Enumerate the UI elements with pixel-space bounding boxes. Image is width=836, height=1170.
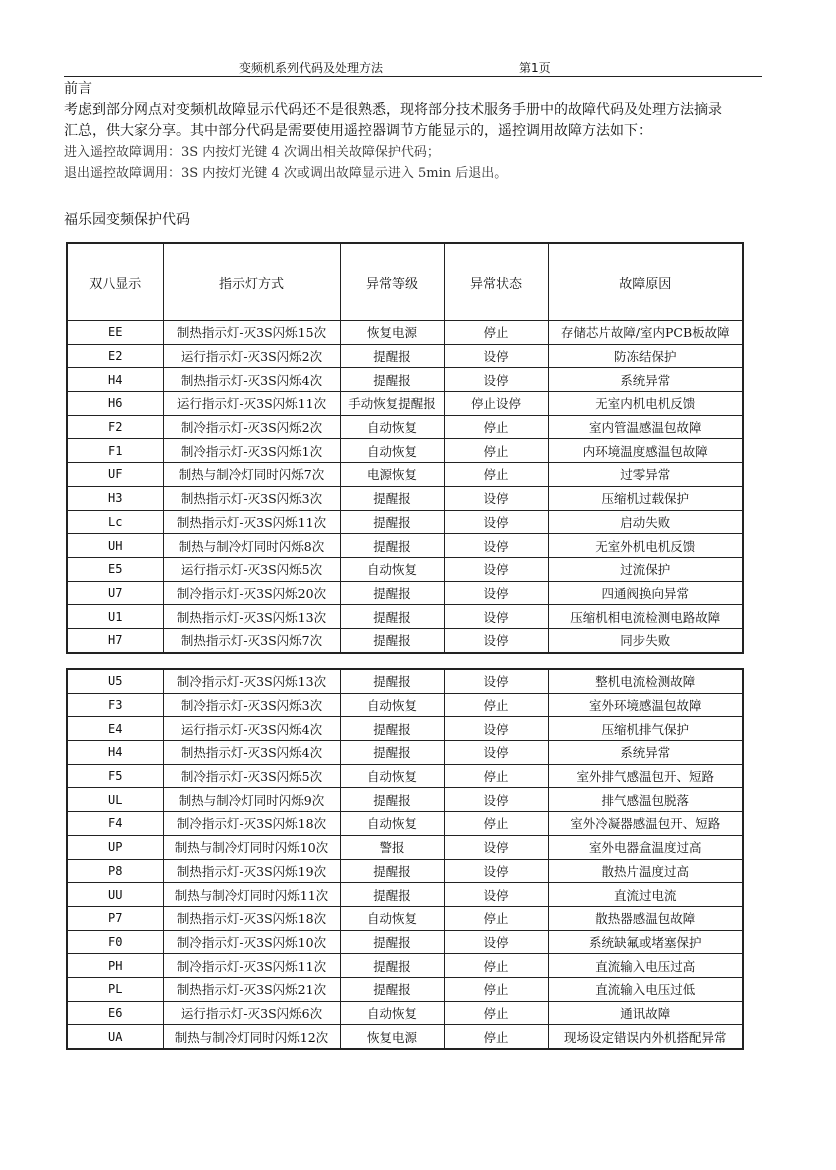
fault-cause-cell: 内环境温度感温包故障 — [548, 439, 743, 463]
fault-cause-cell: 压缩机相电流检测电路故障 — [548, 605, 743, 629]
table-row — [67, 717, 743, 741]
table-row — [67, 628, 743, 652]
fault-cause-cell: 整机电流检测故障 — [548, 669, 743, 693]
severity-cell: 提醒报 — [340, 883, 444, 907]
table-row — [67, 835, 743, 859]
indicator-pattern-cell: 制热指示灯-灭3S闪烁21次 — [163, 977, 340, 1001]
fault-cause-cell: 室外环境感温包故障 — [548, 693, 743, 717]
fault-cause-cell: 直流输入电压过高 — [548, 954, 743, 978]
fault-code-table-1 — [66, 242, 744, 654]
exit-fault-mode-instruction: 退出遥控故障调用：3S 内按灯光键 4 次或调出故障显示进入 5min 后退出。 — [64, 166, 508, 181]
fault-cause-cell: 直流过电流 — [548, 883, 743, 907]
indicator-pattern-cell: 制热指示灯-灭3S闪烁3次 — [163, 486, 340, 510]
indicator-pattern-cell: 制冷指示灯-灭3S闪烁5次 — [163, 764, 340, 788]
fault-cause-cell: 直流输入电压过低 — [548, 977, 743, 1001]
fault-code-cell: UU — [67, 883, 163, 907]
status-cell: 停止 — [444, 439, 548, 463]
severity-cell: 提醒报 — [340, 930, 444, 954]
status-cell: 设停 — [444, 557, 548, 581]
severity-cell: 提醒报 — [340, 628, 444, 652]
status-cell: 设停 — [444, 581, 548, 605]
fault-code-cell: U7 — [67, 581, 163, 605]
fault-code-cell: P8 — [67, 859, 163, 883]
fault-cause-cell: 无室内机电机反馈 — [548, 392, 743, 416]
fault-cause-cell: 系统异常 — [548, 741, 743, 765]
fault-code-cell: H4 — [67, 741, 163, 765]
severity-cell: 恢复电源 — [340, 321, 444, 345]
intro-heading: 前言 — [64, 81, 92, 97]
table-row — [67, 392, 743, 416]
severity-cell: 自动恢复 — [340, 812, 444, 836]
fault-code-cell: U1 — [67, 605, 163, 629]
indicator-pattern-cell: 运行指示灯-灭3S闪烁5次 — [163, 557, 340, 581]
document-title: 变频机系列代码及处理方法 — [239, 61, 384, 75]
fault-cause-cell: 存储芯片故障/室内PCB板故障 — [548, 321, 743, 345]
table-row — [67, 1001, 743, 1025]
severity-cell: 提醒报 — [340, 859, 444, 883]
table-row — [67, 415, 743, 439]
fault-code-cell: H6 — [67, 392, 163, 416]
indicator-pattern-cell: 制热与制冷灯同时闪烁11次 — [163, 883, 340, 907]
section-title: 福乐园变频保护代码 — [64, 212, 190, 228]
status-cell: 停止 — [444, 321, 548, 345]
indicator-pattern-cell: 运行指示灯-灭3S闪烁2次 — [163, 344, 340, 368]
indicator-pattern-cell: 制热指示灯-灭3S闪烁11次 — [163, 510, 340, 534]
fault-cause-cell: 压缩机过载保护 — [548, 486, 743, 510]
fault-code-cell: H4 — [67, 368, 163, 392]
table-row — [67, 764, 743, 788]
table-row — [67, 669, 743, 693]
table-row — [67, 812, 743, 836]
status-cell: 设停 — [444, 534, 548, 558]
fault-cause-cell: 过零异常 — [548, 463, 743, 487]
severity-cell: 自动恢复 — [340, 693, 444, 717]
page-number: 第1页 — [519, 61, 551, 75]
table-row — [67, 344, 743, 368]
indicator-pattern-cell: 制冷指示灯-灭3S闪烁20次 — [163, 581, 340, 605]
fault-cause-cell: 四通阀换向异常 — [548, 581, 743, 605]
fault-cause-cell: 现场设定错误内外机搭配异常 — [548, 1025, 743, 1049]
fault-code-cell: P7 — [67, 906, 163, 930]
intro-paragraph-line-1: 考虑到部分网点对变频机故障显示代码还不是很熟悉，现将部分技术服务手册中的故障代码及处理方法摘录 — [64, 102, 722, 118]
severity-cell: 提醒报 — [340, 581, 444, 605]
column-header: 异常等级 — [340, 243, 444, 321]
indicator-pattern-cell: 制热指示灯-灭3S闪烁4次 — [163, 741, 340, 765]
status-cell: 设停 — [444, 835, 548, 859]
indicator-pattern-cell: 制冷指示灯-灭3S闪烁2次 — [163, 415, 340, 439]
fault-cause-cell: 同步失败 — [548, 628, 743, 652]
table-row — [67, 439, 743, 463]
fault-cause-cell: 启动失败 — [548, 510, 743, 534]
indicator-pattern-cell: 制热指示灯-灭3S闪烁13次 — [163, 605, 340, 629]
fault-code-cell: F5 — [67, 764, 163, 788]
fault-code-cell: EE — [67, 321, 163, 345]
status-cell: 停止 — [444, 812, 548, 836]
status-cell: 设停 — [444, 883, 548, 907]
fault-cause-cell: 通讯故障 — [548, 1001, 743, 1025]
status-cell: 设停 — [444, 669, 548, 693]
table-row — [67, 788, 743, 812]
table-row — [67, 486, 743, 510]
fault-code-cell: H3 — [67, 486, 163, 510]
fault-cause-cell: 压缩机排气保护 — [548, 717, 743, 741]
status-cell: 停止 — [444, 693, 548, 717]
severity-cell: 电源恢复 — [340, 463, 444, 487]
severity-cell: 自动恢复 — [340, 415, 444, 439]
table-row — [67, 1025, 743, 1049]
indicator-pattern-cell: 制热指示灯-灭3S闪烁7次 — [163, 628, 340, 652]
severity-cell: 自动恢复 — [340, 906, 444, 930]
table-row — [67, 859, 743, 883]
status-cell: 设停 — [444, 859, 548, 883]
enter-fault-mode-instruction: 进入遥控故障调用：3S 内按灯光键 4 次调出相关故障保护代码； — [64, 145, 440, 160]
severity-cell: 自动恢复 — [340, 764, 444, 788]
status-cell: 设停 — [444, 605, 548, 629]
fault-cause-cell: 室外排气感温包开、短路 — [548, 764, 743, 788]
indicator-pattern-cell: 制热指示灯-灭3S闪烁18次 — [163, 906, 340, 930]
fault-cause-cell: 无室外机电机反馈 — [548, 534, 743, 558]
status-cell: 设停 — [444, 344, 548, 368]
status-cell: 设停 — [444, 741, 548, 765]
status-cell: 停止 — [444, 1025, 548, 1049]
fault-cause-cell: 室外电器盒温度过高 — [548, 835, 743, 859]
status-cell: 停止 — [444, 764, 548, 788]
fault-code-cell: U5 — [67, 669, 163, 693]
indicator-pattern-cell: 制热与制冷灯同时闪烁12次 — [163, 1025, 340, 1049]
fault-cause-cell: 室内管温感温包故障 — [548, 415, 743, 439]
severity-cell: 手动恢复提醒报 — [340, 392, 444, 416]
fault-code-cell: F1 — [67, 439, 163, 463]
table-row — [67, 463, 743, 487]
fault-code-cell: F3 — [67, 693, 163, 717]
column-header: 异常状态 — [444, 243, 548, 321]
table-row — [67, 605, 743, 629]
fault-code-cell: H7 — [67, 628, 163, 652]
table-row — [67, 368, 743, 392]
fault-code-cell: PH — [67, 954, 163, 978]
status-cell: 设停 — [444, 717, 548, 741]
fault-code-cell: UH — [67, 534, 163, 558]
indicator-pattern-cell: 运行指示灯-灭3S闪烁6次 — [163, 1001, 340, 1025]
fault-cause-cell: 排气感温包脱落 — [548, 788, 743, 812]
status-cell: 设停 — [444, 930, 548, 954]
status-cell: 停止 — [444, 954, 548, 978]
severity-cell: 提醒报 — [340, 954, 444, 978]
severity-cell: 提醒报 — [340, 510, 444, 534]
indicator-pattern-cell: 制冷指示灯-灭3S闪烁3次 — [163, 693, 340, 717]
fault-cause-cell: 散热器感温包故障 — [548, 906, 743, 930]
fault-cause-cell: 室外冷凝器感温包开、短路 — [548, 812, 743, 836]
severity-cell: 提醒报 — [340, 717, 444, 741]
severity-cell: 提醒报 — [340, 788, 444, 812]
status-cell: 停止 — [444, 1001, 548, 1025]
status-cell: 设停 — [444, 486, 548, 510]
severity-cell: 警报 — [340, 835, 444, 859]
fault-code-cell: Lc — [67, 510, 163, 534]
severity-cell: 提醒报 — [340, 368, 444, 392]
status-cell: 停止 — [444, 906, 548, 930]
indicator-pattern-cell: 运行指示灯-灭3S闪烁11次 — [163, 392, 340, 416]
column-header: 指示灯方式 — [163, 243, 340, 321]
table-header-row — [67, 243, 743, 321]
status-cell: 设停 — [444, 788, 548, 812]
fault-code-cell: UA — [67, 1025, 163, 1049]
indicator-pattern-cell: 制热与制冷灯同时闪烁8次 — [163, 534, 340, 558]
severity-cell: 自动恢复 — [340, 557, 444, 581]
indicator-pattern-cell: 制热指示灯-灭3S闪烁19次 — [163, 859, 340, 883]
page-header — [64, 58, 762, 77]
table-row — [67, 741, 743, 765]
indicator-pattern-cell: 制冷指示灯-灭3S闪烁1次 — [163, 439, 340, 463]
severity-cell: 自动恢复 — [340, 1001, 444, 1025]
fault-code-cell: PL — [67, 977, 163, 1001]
severity-cell: 恢复电源 — [340, 1025, 444, 1049]
fault-cause-cell: 系统缺氟或堵塞保护 — [548, 930, 743, 954]
indicator-pattern-cell: 制热指示灯-灭3S闪烁4次 — [163, 368, 340, 392]
fault-cause-cell: 系统异常 — [548, 368, 743, 392]
intro-section — [64, 79, 774, 184]
status-cell: 停止 — [444, 463, 548, 487]
indicator-pattern-cell: 运行指示灯-灭3S闪烁4次 — [163, 717, 340, 741]
fault-cause-cell: 防冻结保护 — [548, 344, 743, 368]
fault-code-cell: UP — [67, 835, 163, 859]
severity-cell: 提醒报 — [340, 534, 444, 558]
indicator-pattern-cell: 制热指示灯-灭3S闪烁15次 — [163, 321, 340, 345]
fault-code-cell: UF — [67, 463, 163, 487]
indicator-pattern-cell: 制热与制冷灯同时闪烁10次 — [163, 835, 340, 859]
indicator-pattern-cell: 制冷指示灯-灭3S闪烁11次 — [163, 954, 340, 978]
status-cell: 停止 — [444, 977, 548, 1001]
status-cell: 停止设停 — [444, 392, 548, 416]
fault-code-cell: UL — [67, 788, 163, 812]
column-header: 故障原因 — [548, 243, 743, 321]
table-row — [67, 321, 743, 345]
indicator-pattern-cell: 制热与制冷灯同时闪烁9次 — [163, 788, 340, 812]
fault-code-cell: E6 — [67, 1001, 163, 1025]
intro-paragraph-line-2: 汇总，供大家分享。其中部分代码是需要使用遥控器调节方能显示的，遥控调用故障方法如下： — [64, 123, 652, 139]
severity-cell: 提醒报 — [340, 486, 444, 510]
fault-code-cell: F0 — [67, 930, 163, 954]
severity-cell: 自动恢复 — [340, 439, 444, 463]
table-row — [67, 693, 743, 717]
status-cell: 停止 — [444, 415, 548, 439]
table-row — [67, 557, 743, 581]
indicator-pattern-cell: 制冷指示灯-灭3S闪烁10次 — [163, 930, 340, 954]
table-row — [67, 954, 743, 978]
indicator-pattern-cell: 制热与制冷灯同时闪烁7次 — [163, 463, 340, 487]
fault-code-table-2 — [66, 668, 744, 1050]
fault-code-cell: E5 — [67, 557, 163, 581]
table-row — [67, 534, 743, 558]
status-cell: 设停 — [444, 510, 548, 534]
fault-code-cell: F4 — [67, 812, 163, 836]
table-row — [67, 977, 743, 1001]
status-cell: 设停 — [444, 628, 548, 652]
severity-cell: 提醒报 — [340, 741, 444, 765]
fault-code-cell: E2 — [67, 344, 163, 368]
severity-cell: 提醒报 — [340, 669, 444, 693]
column-header: 双八显示 — [67, 243, 163, 321]
indicator-pattern-cell: 制冷指示灯-灭3S闪烁18次 — [163, 812, 340, 836]
severity-cell: 提醒报 — [340, 605, 444, 629]
table-row — [67, 930, 743, 954]
severity-cell: 提醒报 — [340, 344, 444, 368]
table-row — [67, 581, 743, 605]
table-row — [67, 883, 743, 907]
table-row — [67, 510, 743, 534]
fault-code-cell: E4 — [67, 717, 163, 741]
fault-cause-cell: 散热片温度过高 — [548, 859, 743, 883]
fault-cause-cell: 过流保护 — [548, 557, 743, 581]
indicator-pattern-cell: 制冷指示灯-灭3S闪烁13次 — [163, 669, 340, 693]
status-cell: 设停 — [444, 368, 548, 392]
fault-code-cell: F2 — [67, 415, 163, 439]
table-row — [67, 906, 743, 930]
severity-cell: 提醒报 — [340, 977, 444, 1001]
